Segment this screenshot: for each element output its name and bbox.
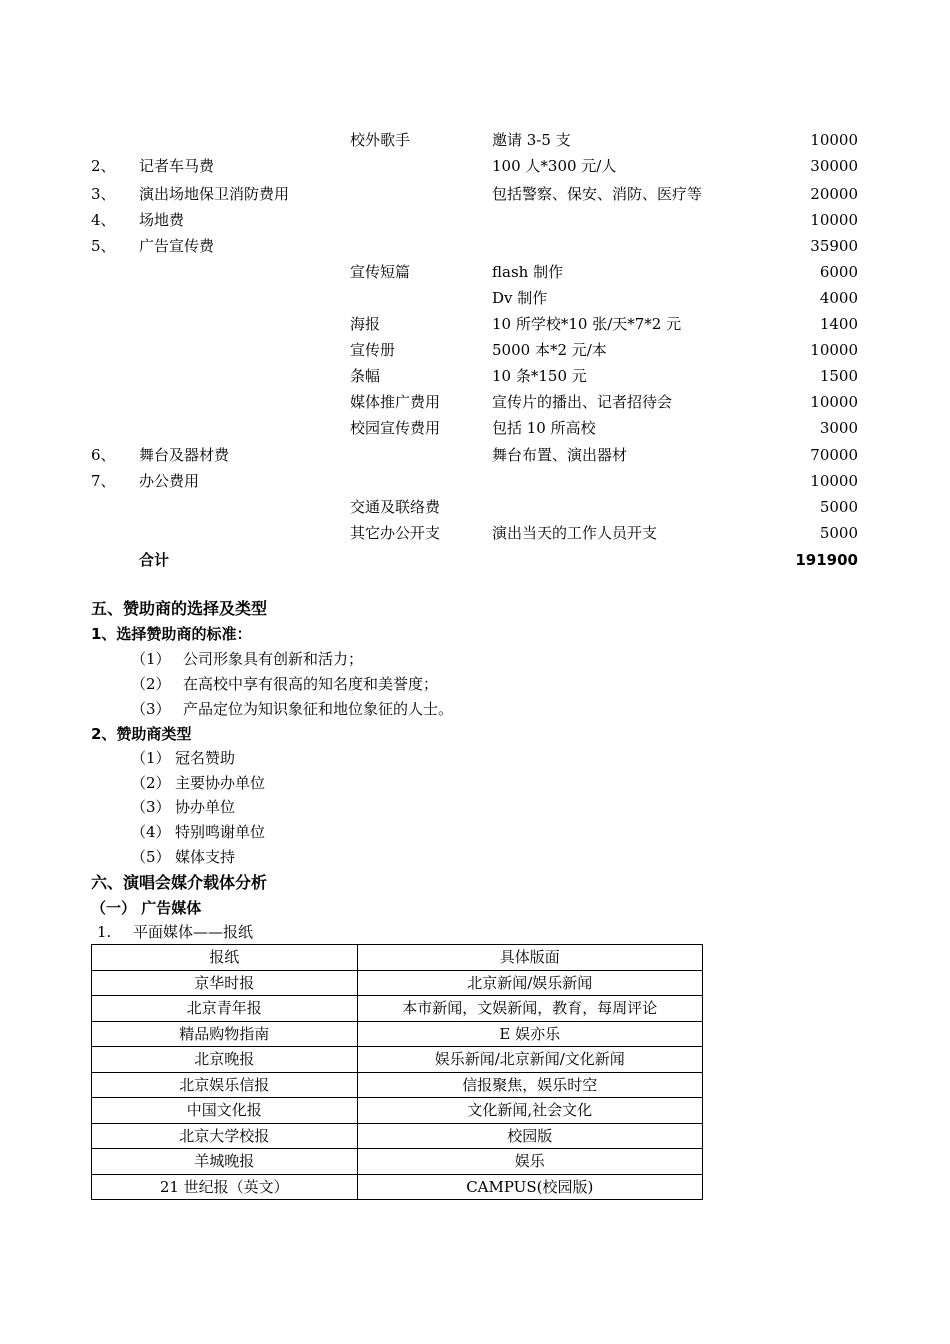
- sponsor-type-text: 主要协办单位: [175, 774, 266, 792]
- table-row: [92, 996, 703, 1022]
- budget-description: 舞台布置、演出器材: [492, 446, 628, 464]
- budget-subitem: 条幅: [350, 367, 381, 385]
- total-amount: 191900: [795, 551, 858, 569]
- section-6-sub1-title: （一） 广告媒体: [91, 899, 202, 917]
- budget-index: 6、: [91, 446, 116, 464]
- sponsor-type-number: （5）: [131, 848, 171, 866]
- budget-amount: 6000: [819, 263, 858, 281]
- budget-description: 邀请 3-5 支: [492, 131, 571, 149]
- newspaper-name-cell: 精品购物指南: [92, 1021, 358, 1047]
- newspaper-section-cell: 文化新闻,社会文化: [357, 1098, 702, 1124]
- budget-description: 包括警察、保安、消防、医疗等: [492, 185, 703, 203]
- sponsor-type-text: 媒体支持: [175, 848, 236, 866]
- budget-subitem: 媒体推广费用: [350, 393, 441, 411]
- newspaper-section-cell: 北京新闻/娱乐新闻: [357, 970, 702, 996]
- budget-index: 7、: [91, 472, 116, 490]
- budget-amount: 5000: [819, 498, 858, 516]
- table-row: [92, 1098, 703, 1124]
- column-header-section: 具体版面: [357, 945, 702, 971]
- budget-amount: 10000: [810, 472, 858, 490]
- section-5-sub2-title: 2、赞助商类型: [91, 725, 192, 743]
- newspaper-name-cell: 北京晚报: [92, 1047, 358, 1073]
- budget-description: 宣传片的播出、记者招待会: [492, 393, 673, 411]
- budget-index: 3、: [91, 185, 116, 203]
- budget-description: 10 所学校*10 张/天*7*2 元: [492, 315, 682, 333]
- media-item-text: 平面媒体——报纸: [133, 923, 254, 941]
- budget-index: 2、: [91, 157, 116, 175]
- section-6-title: 六、演唱会媒介载体分析: [91, 873, 268, 892]
- sponsor-type-text: 冠名赞助: [175, 749, 236, 767]
- newspaper-section-cell: 本市新闻，文娱新闻，教育，每周评论: [357, 996, 702, 1022]
- newspaper-name-cell: 北京青年报: [92, 996, 358, 1022]
- newspaper-section-cell: 信报聚焦，娱乐时空: [357, 1072, 702, 1098]
- newspaper-section-cell: CAMPUS(校园版): [357, 1174, 702, 1200]
- budget-subitem: 宣传册: [350, 341, 396, 359]
- newspaper-section-cell: E 娱亦乐: [357, 1021, 702, 1047]
- budget-description: 5000 本*2 元/本: [492, 341, 607, 359]
- budget-description: 演出当天的工作人员开支: [492, 524, 658, 542]
- section-5-sub1-title: 1、选择赞助商的标准：: [91, 625, 252, 643]
- criteria-text: 在高校中享有很高的知名度和美誉度；: [183, 675, 439, 693]
- table-row: [92, 1174, 703, 1200]
- sponsor-type-number: （2）: [131, 774, 171, 792]
- budget-amount: 3000: [819, 419, 858, 437]
- budget-subitem: 校园宣传费用: [350, 419, 441, 437]
- sponsor-type-number: （1）: [131, 749, 171, 767]
- criteria-number: （3）: [131, 700, 171, 718]
- budget-amount: 10000: [810, 393, 858, 411]
- budget-amount: 5000: [819, 524, 858, 542]
- budget-amount: 10000: [810, 131, 858, 149]
- criteria-number: （1）: [131, 650, 171, 668]
- section-5-title: 五、赞助商的选择及类型: [91, 599, 268, 618]
- newspaper-table: [91, 944, 703, 1200]
- budget-amount: 10000: [810, 341, 858, 359]
- budget-description: flash 制作: [492, 263, 564, 281]
- table-row: [92, 1072, 703, 1098]
- budget-amount: 10000: [810, 211, 858, 229]
- budget-amount: 4000: [819, 289, 858, 307]
- budget-item: 记者车马费: [139, 157, 215, 175]
- criteria-number: （2）: [131, 675, 171, 693]
- criteria-text: 产品定位为知识象征和地位象征的人士。: [183, 700, 454, 718]
- newspaper-name-cell: 北京大学校报: [92, 1123, 358, 1149]
- budget-index: 4、: [91, 211, 116, 229]
- table-row: [92, 1021, 703, 1047]
- total-label: 合计: [139, 551, 170, 569]
- newspaper-section-cell: 娱乐新闻/北京新闻/文化新闻: [357, 1047, 702, 1073]
- budget-subitem: 海报: [350, 315, 381, 333]
- budget-amount: 1400: [819, 315, 858, 333]
- newspaper-name-cell: 京华时报: [92, 970, 358, 996]
- sponsor-type-number: （3）: [131, 798, 171, 816]
- budget-amount: 1500: [819, 367, 858, 385]
- newspaper-name-cell: 中国文化报: [92, 1098, 358, 1124]
- sponsor-type-text: 特别鸣谢单位: [175, 823, 266, 841]
- newspaper-name-cell: 21 世纪报（英文）: [92, 1174, 358, 1200]
- budget-item: 舞台及器材费: [139, 446, 230, 464]
- budget-amount: 70000: [810, 446, 858, 464]
- budget-item: 办公费用: [139, 472, 200, 490]
- budget-index: 5、: [91, 237, 116, 255]
- newspaper-name-cell: 北京娱乐信报: [92, 1072, 358, 1098]
- budget-description: 包括 10 所高校: [492, 419, 596, 437]
- budget-item: 演出场地保卫消防费用: [139, 185, 290, 203]
- table-row: [92, 1123, 703, 1149]
- table-row: [92, 970, 703, 996]
- table-header-row: [92, 945, 703, 971]
- media-item-number: 1.: [97, 923, 112, 941]
- table-row: [92, 1149, 703, 1175]
- budget-description: 10 条*150 元: [492, 367, 587, 385]
- sponsor-type-number: （4）: [131, 823, 171, 841]
- budget-amount: 35900: [810, 237, 858, 255]
- newspaper-section-cell: 校园版: [357, 1123, 702, 1149]
- budget-subitem: 交通及联络费: [350, 498, 441, 516]
- sponsor-type-text: 协办单位: [175, 798, 236, 816]
- budget-subitem: 校外歌手: [350, 131, 411, 149]
- budget-subitem: 宣传短篇: [350, 263, 411, 281]
- budget-subitem: 其它办公开支: [350, 524, 441, 542]
- budget-description: 100 人*300 元/人: [492, 157, 617, 175]
- budget-amount: 30000: [810, 157, 858, 175]
- table-row: [92, 1047, 703, 1073]
- newspaper-section-cell: 娱乐: [357, 1149, 702, 1175]
- newspaper-name-cell: 羊城晚报: [92, 1149, 358, 1175]
- criteria-text: 公司形象具有创新和活力；: [183, 650, 364, 668]
- budget-amount: 20000: [810, 185, 858, 203]
- budget-description: Dv 制作: [492, 289, 548, 307]
- budget-item: 场地费: [139, 211, 185, 229]
- column-header-newspaper: 报纸: [92, 945, 358, 971]
- budget-item: 广告宣传费: [139, 237, 215, 255]
